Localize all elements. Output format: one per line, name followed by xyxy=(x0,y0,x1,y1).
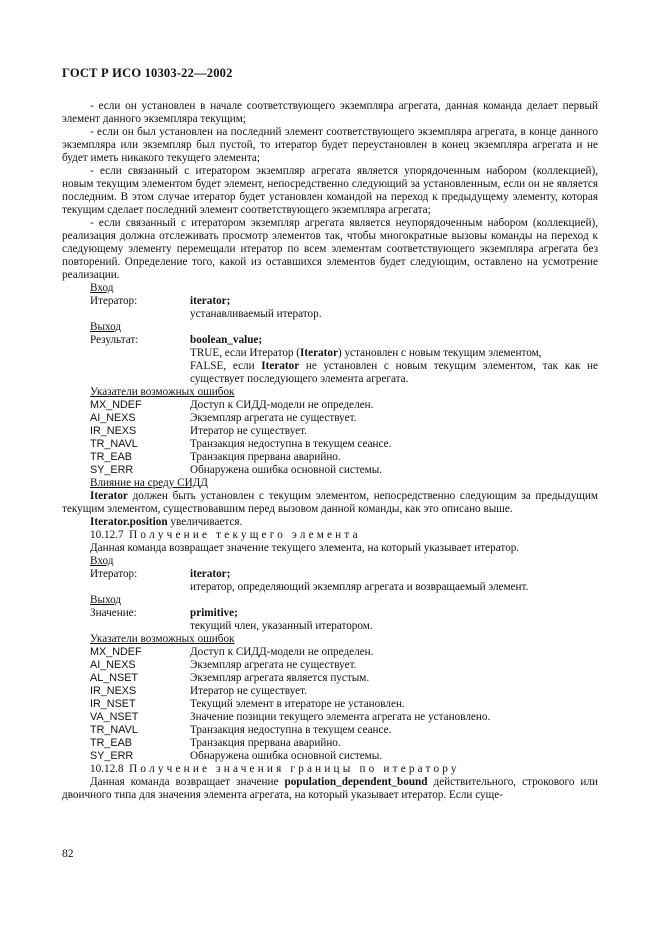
input-heading: Вход xyxy=(90,282,114,294)
errors-heading: Указатели возможных ошибок xyxy=(90,633,235,645)
input-desc: итератор, определяющий экземпляр агрегата и возвращаемый элемент. xyxy=(190,581,529,593)
error-code: TR_NAVL xyxy=(90,724,138,736)
section-title: Получение значения границы по итератору xyxy=(129,763,460,775)
input-row xyxy=(62,568,598,581)
text-run: увеличивается. xyxy=(167,516,243,528)
error-row xyxy=(62,724,598,737)
error-text: Экземпляр агрегата не существует. xyxy=(190,412,357,424)
input-desc-row xyxy=(62,581,598,594)
input-desc: устанавливаемый итератор. xyxy=(190,308,322,320)
output-name: boolean_value; xyxy=(190,334,263,346)
section-heading xyxy=(62,529,598,542)
error-code: TR_EAB xyxy=(90,451,133,463)
error-text: Текущий элемент в итераторе не установлен. xyxy=(190,698,405,710)
output-row xyxy=(62,334,598,347)
error-code: IR_NEXS xyxy=(90,685,137,697)
section-desc xyxy=(62,776,598,802)
error-row xyxy=(62,750,598,763)
error-code: TR_NAVL xyxy=(90,438,138,450)
text-run: ) установлен с новым текущим элементом, xyxy=(337,347,542,359)
input-heading: Вход xyxy=(90,555,114,567)
error-text: Значение позиции текущего элемента агрегата не установлено. xyxy=(190,711,491,723)
section-number: 10.12.7 xyxy=(90,529,124,541)
error-code: IR_NEXS xyxy=(90,425,137,437)
error-text: Доступ к СИДД-модели не определен. xyxy=(190,646,374,658)
error-text: Транзакция прервана аварийно. xyxy=(190,451,341,463)
error-row xyxy=(62,399,598,412)
error-code: SY_ERR xyxy=(90,750,134,762)
output-desc-row xyxy=(62,347,598,386)
output-desc-row xyxy=(62,620,598,633)
output-key: Результат: xyxy=(90,334,139,346)
code-term: Iterator.position xyxy=(90,516,168,528)
error-code: AI_NEXS xyxy=(90,412,136,424)
error-text: Итератор не существует. xyxy=(190,685,307,697)
error-code: AL_NSET xyxy=(90,672,139,684)
section-title: Получение текущего элемента xyxy=(129,529,361,541)
output-row xyxy=(62,607,598,620)
output-desc xyxy=(190,347,598,386)
error-text: Экземпляр агрегата не существует. xyxy=(190,659,357,671)
error-row xyxy=(62,672,598,685)
section-desc: Данная команда возвращает значение текущего элемента, на который указывает итератор. xyxy=(90,542,520,554)
text-run: Данная команда возвращает значение xyxy=(90,776,285,788)
text-run: должен быть установлен с текущим элементом, непосредственно следующим за предыдущим текущим элементом, существовавшим перед вызовом данной команды, как это описано выше. xyxy=(62,490,598,515)
section-number: 10.12.8 xyxy=(90,763,124,775)
document-content xyxy=(62,100,598,802)
error-row xyxy=(62,412,598,425)
error-text: Итератор не существует. xyxy=(190,425,307,437)
input-name: iterator; xyxy=(190,295,231,307)
error-row xyxy=(62,464,598,477)
error-row xyxy=(62,737,598,750)
error-row xyxy=(62,425,598,438)
input-key: Итератор: xyxy=(90,568,138,580)
page-number: 82 xyxy=(62,848,74,860)
error-text: Экземпляр агрегата является пустым. xyxy=(190,672,370,684)
spacer xyxy=(62,581,190,594)
text-run: TRUE, если Итератор ( xyxy=(190,347,301,359)
error-text: Доступ к СИДД-модели не определен. xyxy=(190,399,374,411)
error-code: SY_ERR xyxy=(90,464,134,476)
input-key: Итератор: xyxy=(90,295,138,307)
error-text: Обнаружена ошибка основной системы. xyxy=(190,750,383,762)
document-header: ГОСТ Р ИСО 10303-22—2002 xyxy=(62,66,233,80)
error-code: AI_NEXS xyxy=(90,659,136,671)
output-heading: Выход xyxy=(90,321,122,333)
code-term: Iterator xyxy=(261,360,300,372)
text-run: не установлен с новым текущим элементом, так как не существует последующего элемента агрегата. xyxy=(190,360,599,385)
errors-list xyxy=(62,646,598,763)
error-row xyxy=(62,646,598,659)
error-row xyxy=(62,438,598,451)
error-code: IR_NSET xyxy=(90,698,136,710)
effect-paragraph xyxy=(62,490,598,516)
input-row xyxy=(62,295,598,308)
paragraph: - если связанный с итератором экземпляр агрегата является упорядоченным набором (коллекцией), новым текущим элементом будет элемент, непосредственно следующий за установленным, если он не является последним. В этом случае итератор будет установлен командой на переход к предыдущему элементу, которая текущим сделает последний элемент соответствующего экземпляра агрегата; xyxy=(62,165,598,216)
code-term: Iterator xyxy=(90,490,128,502)
paragraph: - если он установлен в начале соответствующего экземпляра агрегата, данная команда делает первый элемент данного экземпляра текущим; xyxy=(62,100,598,125)
error-text: Обнаружена ошибка основной системы. xyxy=(190,464,383,476)
error-row xyxy=(62,685,598,698)
error-row xyxy=(62,711,598,724)
error-code: MX_NDEF xyxy=(90,399,142,411)
spacer xyxy=(62,620,190,633)
text-run: FALSE, если xyxy=(190,360,262,372)
input-name: iterator; xyxy=(190,568,231,580)
error-code: VA_NSET xyxy=(90,711,139,723)
output-key: Значение: xyxy=(90,607,137,619)
code-term: population_dependent_bound xyxy=(284,776,428,788)
error-text: Транзакция прервана аварийно. xyxy=(190,737,341,749)
error-code: MX_NDEF xyxy=(90,646,142,658)
error-text: Транзакция недоступна в текущем сеансе. xyxy=(190,724,392,736)
section-heading xyxy=(62,763,598,776)
effect-heading: Влияние на среду СИДД xyxy=(90,477,208,489)
error-row xyxy=(62,451,598,464)
error-text: Транзакция недоступна в текущем сеансе. xyxy=(190,438,392,450)
errors-heading: Указатели возможных ошибок xyxy=(90,386,235,398)
error-row xyxy=(62,659,598,672)
output-name: primitive; xyxy=(190,607,238,619)
spacer xyxy=(62,308,190,321)
errors-list xyxy=(62,399,598,477)
text-run: действительного, строкового или двоичного типа для значения элемента агрегата, на который указывает итератор. Если суще- xyxy=(62,776,598,801)
error-row xyxy=(62,698,598,711)
output-heading: Выход xyxy=(90,594,122,606)
paragraph: - если он был установлен на последний элемент соответствующего экземпляра агрегата, в конце данного экземпляра или экземпляр был пустой, то итератор будет переустановлен в конец экземпляра агрегата и не будет иметь никакого текущего элемента; xyxy=(62,126,598,164)
position-paragraph xyxy=(62,516,598,529)
error-code: TR_EAB xyxy=(90,737,133,749)
spacer xyxy=(62,347,190,386)
input-desc-row xyxy=(62,308,598,321)
paragraph: - если связанный с итератором экземпляр агрегата является неупорядоченным набором (коллекцией), реализация должна отслеживать просмотр элементов так, чтобы многократные вызовы команды на переход к следующему элементу перемещали итератор по всем элементам соответствующего экземпляра агрегата без повторений. Определение того, какой из оставшихся элементов будет следующим, оставлено на усмотрение реализации. xyxy=(62,217,598,281)
output-desc: текущий член, указанный итератором. xyxy=(190,620,373,632)
code-term: Iterator xyxy=(300,347,338,359)
